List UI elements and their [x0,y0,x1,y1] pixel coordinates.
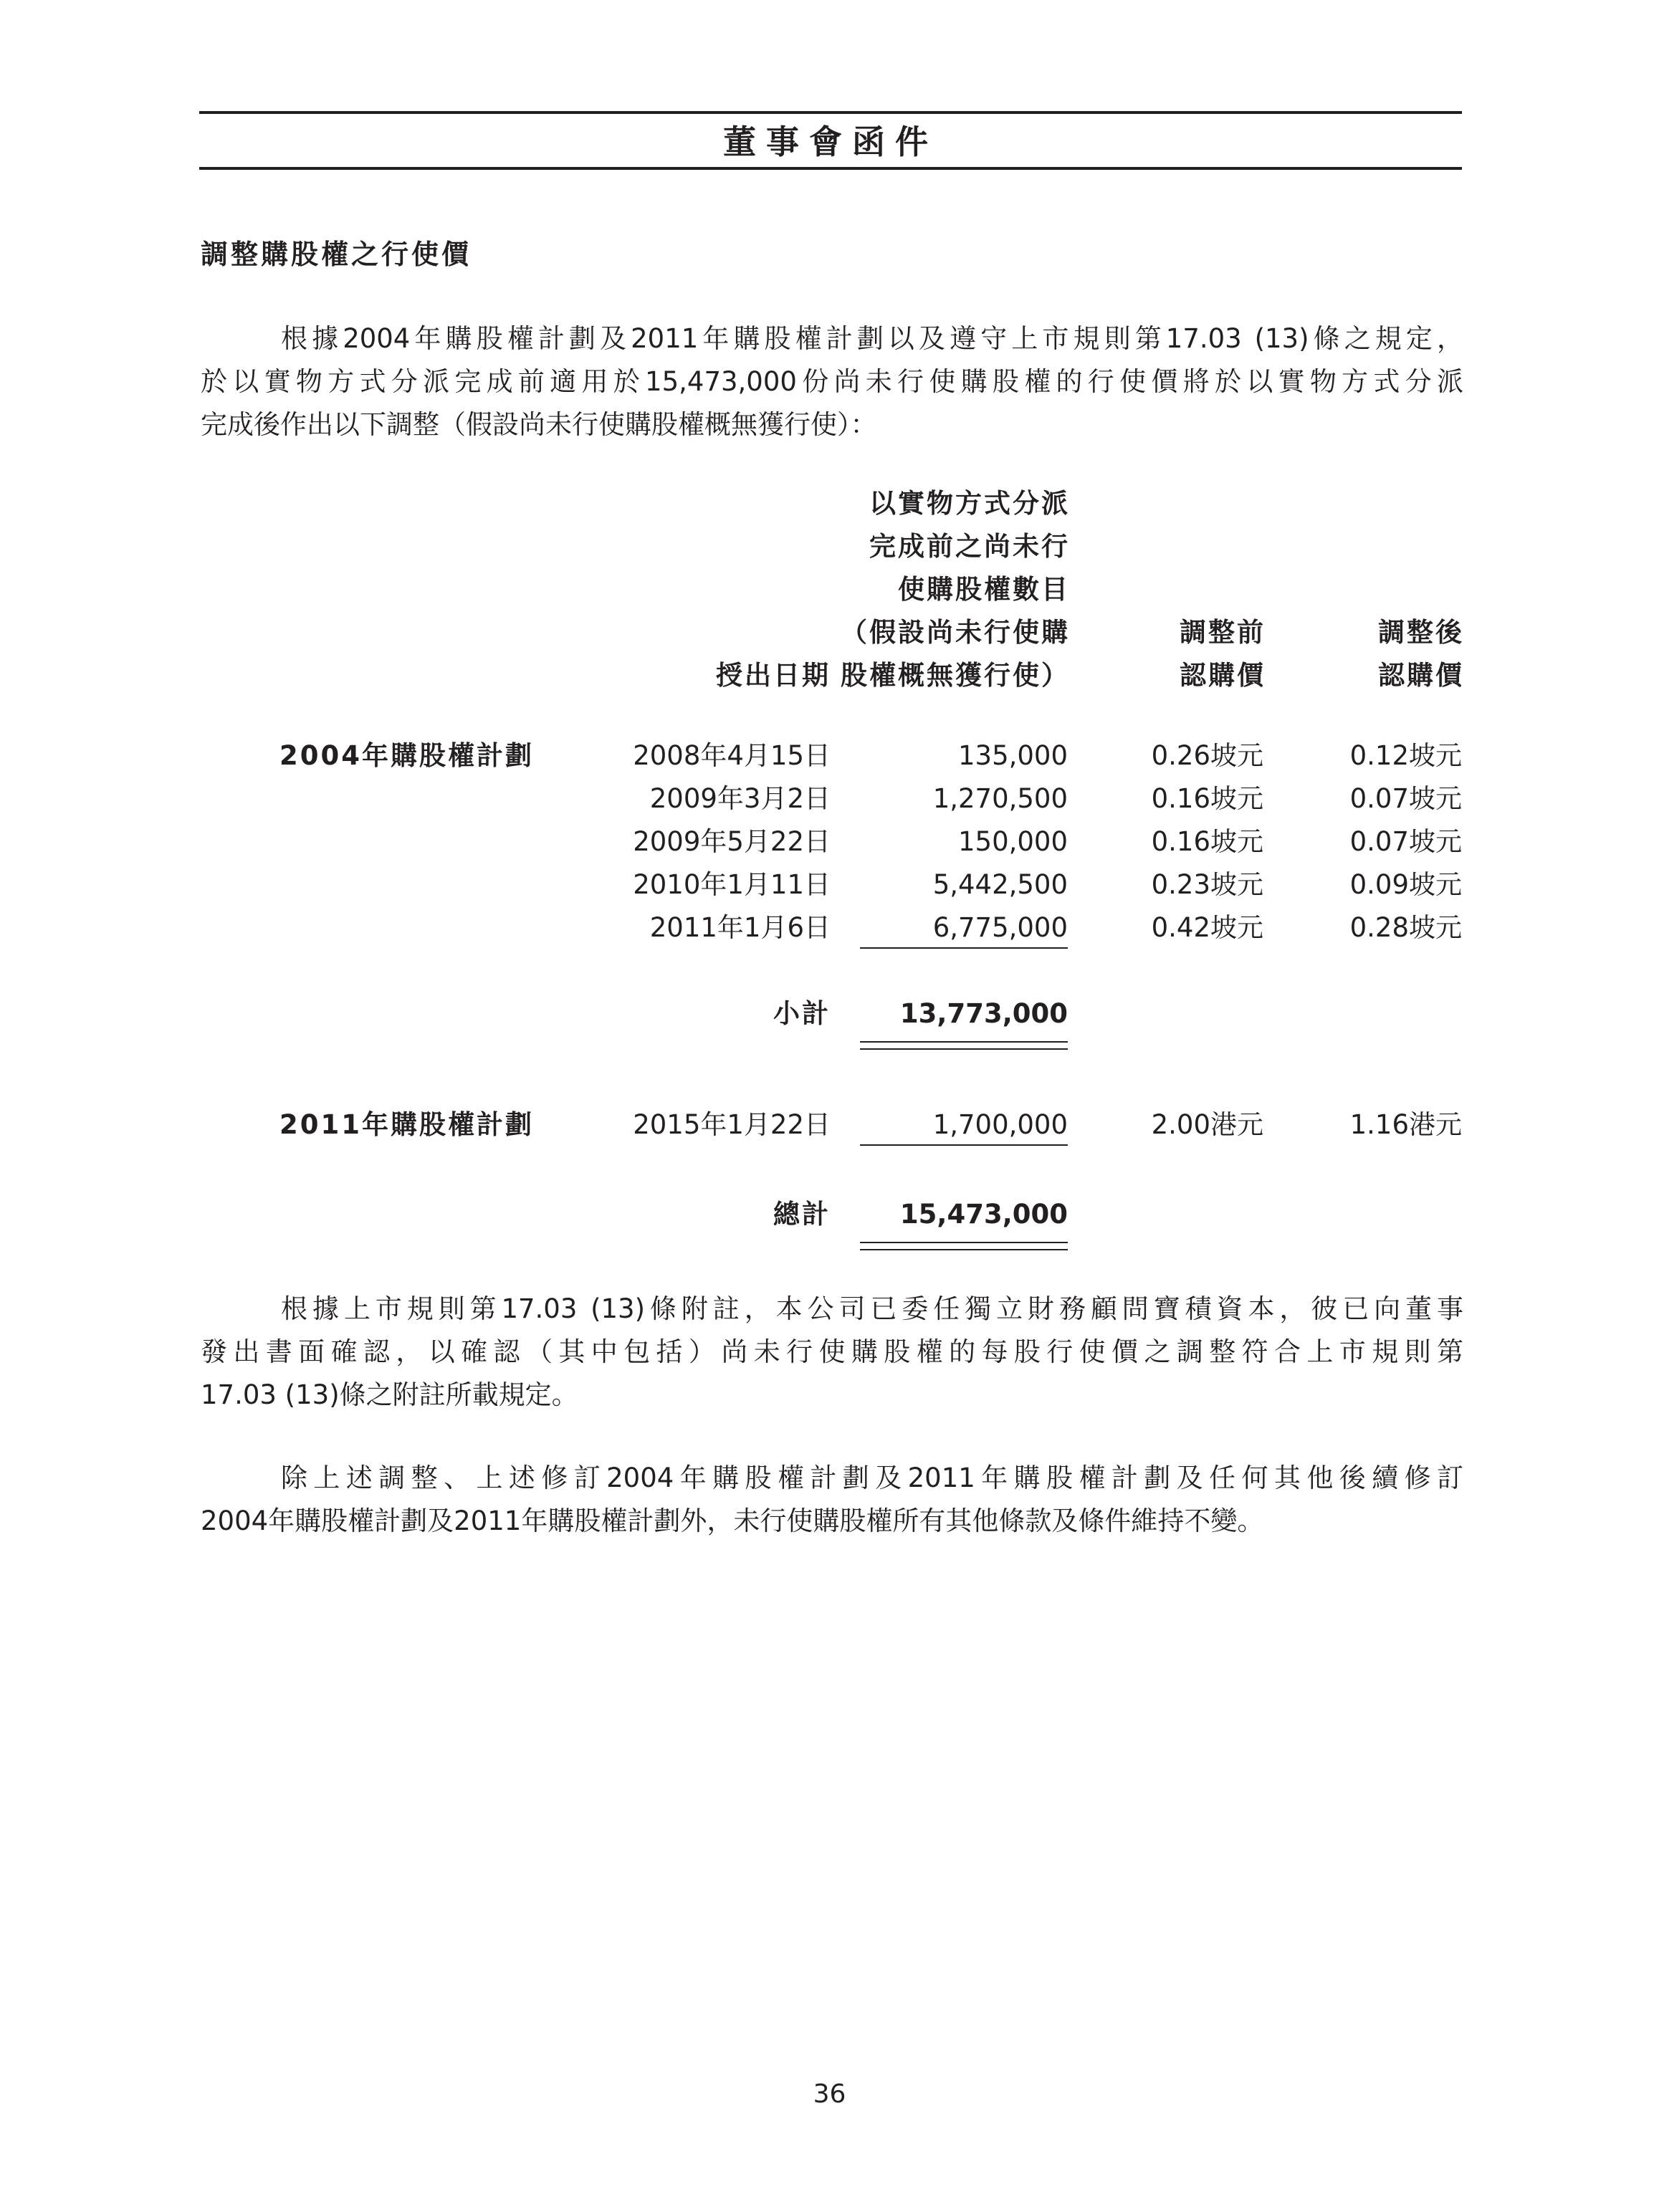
column-sum-rule [860,947,1068,949]
intro-line: 於以實物方式分派完成前適用於15,473,000份尚未行使購股權的行使價將於以實物方式分派 [201,366,1463,397]
intro-paragraph [201,317,1463,446]
intro-line: 完成後作出以下調整（假設尚未行使購股權概無獲行使）： [201,409,877,440]
grant-date-cell: 2009年3月2日 [649,783,831,814]
scheme-2004-label: 2004年購股權計劃 [279,740,534,771]
header-outstanding-line: 完成前之尚未行 [869,531,1070,562]
scheme-2011-label: 2011年購股權計劃 [279,1109,534,1140]
intro-line: 根據2004年購股權計劃及2011年購股權計劃以及遵守上市規則第17.03 (13)條之規定， [281,323,1463,354]
subtotal-double-rule [860,1041,1068,1043]
header-outstanding-line: （假設尚未行使購 [841,617,1070,648]
before-price-cell: 0.16坡元 [1151,783,1263,814]
subtotal-label: 小計 [773,998,831,1029]
paragraph-line: 除上述調整、上述修訂2004年購股權計劃及2011年購股權計劃及任何其他後續修訂 [281,1462,1463,1493]
options-cell: 1,700,000 [932,1109,1068,1140]
before-price-cell: 2.00港元 [1151,1109,1263,1140]
confirmation-paragraph [201,1288,1463,1417]
options-cell: 1,270,500 [932,783,1068,814]
header-grant-date: 授出日期 [716,660,831,691]
page-number: 36 [813,2079,846,2109]
header-top-rule [199,111,1462,114]
after-price-cell: 0.09坡元 [1349,869,1462,900]
total-double-rule [860,1249,1068,1250]
total-double-rule [860,1242,1068,1243]
other-terms-paragraph [201,1457,1463,1543]
options-cell: 135,000 [957,740,1068,771]
grant-date-cell: 2008年4月15日 [633,740,831,771]
after-price-cell: 0.28坡元 [1349,912,1462,943]
paragraph-line: 2004年購股權計劃及2011年購股權計劃外，未行使購股權所有其他條款及條件維持不變。 [201,1505,1264,1536]
column-sum-rule [860,1144,1068,1146]
options-cell: 150,000 [957,826,1068,857]
before-price-cell: 0.26坡元 [1151,740,1263,771]
before-price-cell: 0.16坡元 [1151,826,1263,857]
header-after-price: 認購價 [1378,660,1464,691]
paragraph-line: 發出書面確認，以確認（其中包括）尚未行使購股權的每股行使價之調整符合上市規則第 [201,1336,1463,1367]
total-label: 總計 [773,1199,831,1230]
header-outstanding-line: 以實物方式分派 [869,488,1070,519]
after-price-cell: 0.12坡元 [1349,740,1462,771]
total-value: 15,473,000 [899,1199,1068,1230]
subtotal-value: 13,773,000 [899,998,1068,1029]
grant-date-cell: 2015年1月22日 [633,1109,831,1140]
grant-date-cell: 2010年1月11日 [633,869,831,900]
header-after-price: 調整後 [1378,617,1464,648]
paragraph-line: 根據上市規則第17.03 (13)條附註，本公司已委任獨立財務顧問寶積資本，彼已向董事 [281,1293,1463,1324]
header-before-price: 調整前 [1180,617,1266,648]
header-outstanding-line: 使購股權數目 [898,574,1070,605]
after-price-cell: 0.07坡元 [1349,826,1462,857]
after-price-cell: 0.07坡元 [1349,783,1462,814]
after-price-cell: 1.16港元 [1349,1109,1462,1140]
header-bottom-rule [199,167,1462,170]
header-outstanding-line: 股權概無獲行使） [841,660,1070,691]
options-cell: 5,442,500 [932,869,1068,900]
page-header-title: 董事會函件 [723,123,938,161]
header-before-price: 認購價 [1180,660,1266,691]
grant-date-cell: 2011年1月6日 [649,912,831,943]
before-price-cell: 0.42坡元 [1151,912,1263,943]
subtotal-double-rule [860,1048,1068,1050]
before-price-cell: 0.23坡元 [1151,869,1263,900]
options-cell: 6,775,000 [932,912,1068,943]
paragraph-line: 17.03 (13)條之附註所載規定。 [201,1379,578,1410]
grant-date-cell: 2009年5月22日 [633,826,831,857]
section-heading: 調整購股權之行使價 [201,239,472,270]
